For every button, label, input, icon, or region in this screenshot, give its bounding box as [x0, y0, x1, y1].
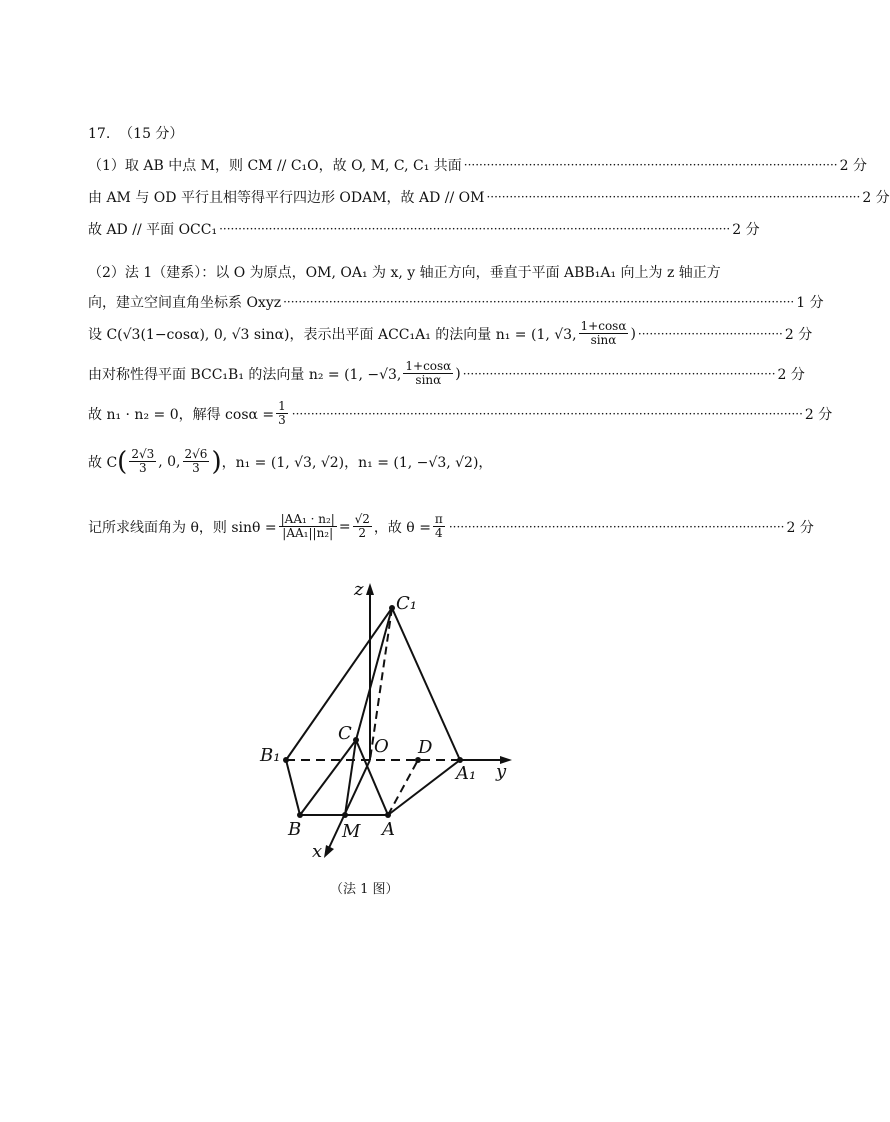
fraction: $\frac{√2}{2}$ [354, 512, 370, 540]
problem-number: 17. （15 分） [88, 126, 184, 142]
label-d: D [418, 737, 433, 758]
part1-line3: 故 AD // 平面 OCC₁ ······································································································································ 2 分 [88, 219, 688, 239]
label-a1: A₁ [456, 763, 477, 784]
leader-dots: ·································································································· [486, 190, 861, 204]
edge-a-d-dashed [388, 760, 418, 815]
edge-b1-b [286, 760, 300, 815]
label-y: y [496, 761, 507, 782]
leader-dots: ·································································································· [463, 158, 838, 172]
fraction: $\frac{1}{3}$ [278, 399, 286, 427]
part1-line2: 由 AM 与 OD 平行且相等得平行四边形 ODAM，故 AD // OM ·································································································· 2 分 [88, 187, 688, 207]
label-b: B [288, 819, 302, 840]
score-label: 2 分 [777, 366, 805, 383]
score-label: 1 分 [796, 295, 824, 311]
leader-dots: ······································ [637, 326, 783, 341]
part2-line5: 故 n₁ · n₂ = 0，解得 cosα = $\frac{1}{3}$ ······································································································································ 2 分 [88, 399, 833, 427]
point-c [353, 737, 359, 743]
label-x: x [312, 841, 323, 862]
problem-header [88, 123, 688, 143]
leader-dots: ·················································································· [462, 366, 776, 381]
part2-line2: 向，建立空间直角坐标系 Oxyz ······································································································································ 1 分 [88, 292, 688, 312]
score-label: 2 分 [804, 406, 833, 423]
label-b1: B₁ [260, 745, 281, 766]
point-m [342, 812, 348, 818]
fraction: $\frac{1+\cos\alpha}{\sin\alpha}$ [580, 319, 627, 347]
part2-line3: 设 C(√3(1−cosα), 0, √3 sinα)，表示出平面 ACC₁A₁ 的法向量 n₁ = (1, √3, $\frac{1+\cos\alpha}{\sin\alpha}$ ) ······································ 2 分 [88, 319, 813, 347]
part2-line4: 由对称性得平面 BCC₁B₁ 的法向量 n₂ = (1, −√3, $\frac{1+\cos\alpha}{\sin\alpha}$ ) ·················································································· 2 分 [88, 359, 805, 387]
fraction: $\frac{2√6}{3}$ [184, 447, 208, 475]
fraction: $\frac{\text{|AA₁ · n₂|}}{\text{|AA₁||n₂|}}$ [280, 512, 335, 540]
leader-dots: ························································································ [448, 519, 785, 534]
leader-dots: ······································································································································ [291, 406, 803, 421]
score-label: 2 分 [786, 519, 814, 536]
score-label: 2 分 [839, 158, 867, 174]
z-axis-arrow [366, 583, 374, 595]
label-a: A [382, 819, 395, 840]
label-z: z [354, 579, 364, 600]
score-label: 2 分 [862, 190, 890, 206]
label-c1: C₁ [396, 593, 417, 614]
fraction: $\frac{2√3}{3}$ [131, 447, 155, 475]
leader-dots: ······································································································································ [283, 295, 795, 309]
label-m: M [342, 821, 361, 842]
score-label: 2 分 [732, 222, 760, 238]
geometry-figure [250, 575, 530, 865]
figure-caption: （法 1 图） [330, 882, 399, 897]
point-b1 [283, 757, 289, 763]
leader-dots: ······································································································································ [219, 222, 731, 236]
point-c1 [389, 605, 395, 611]
edge-a-a1 [388, 760, 460, 815]
x-axis-arrow [324, 845, 334, 858]
part2-line7: 记所求线面角为 θ，则 sinθ = $\frac{\text{|AA₁ · n₂|}}{\text{|AA₁||n₂|}}$ = $\frac{√2}{2}$ ，故 θ = $\frac{\pi}{4}$ ························································································ 2 分 [88, 512, 814, 540]
label-o: O [374, 736, 389, 757]
point-a [385, 812, 391, 818]
part1-line1: （1）取 AB 中点 M，则 CM // C₁O，故 O, M, C, C₁ 共面 ·································································································· 2 分 [88, 155, 688, 175]
score-label: 2 分 [784, 326, 813, 343]
edge-c1-c [356, 608, 392, 740]
part2-line6: 故 C ( $\frac{2√3}{3}$ , 0, $\frac{2√6}{3}$ ) ，n₁ = (1, √3, √2)，n₁ = (1, −√3, √2)， [88, 446, 493, 477]
fraction: $\frac{1+\cos\alpha}{\sin\alpha}$ [405, 359, 452, 387]
point-b [297, 812, 303, 818]
fraction: $\frac{\pi}{4}$ [434, 512, 443, 540]
part2-line1: （2）法 1（建系）：以 O 为原点，OM, OA₁ 为 x, y 轴正方向，垂直于平面 ABB₁A₁ 向上为 z 轴正方 [88, 265, 721, 281]
label-c: C [338, 723, 352, 744]
